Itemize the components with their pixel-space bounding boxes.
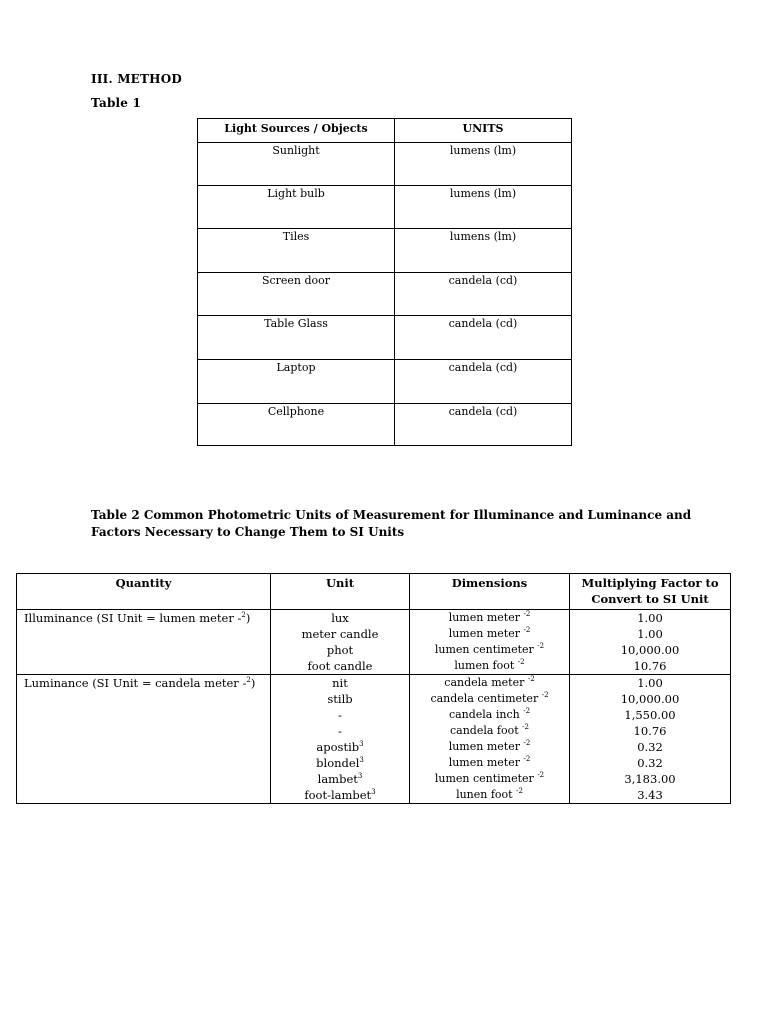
light-source-cell: Table Glass <box>198 316 395 360</box>
unit-cell: lumens (lm) <box>395 229 572 273</box>
dimension-value: lumen centimeter $^{-2}$ <box>434 771 545 785</box>
dimension-superscript: -2 <box>522 723 529 731</box>
dimension-value: lumen meter $^{-2}$ <box>448 626 531 640</box>
table-row <box>198 143 572 186</box>
unit-superscript: 3 <box>371 788 376 796</box>
dimension-superscript: -2 <box>537 771 545 779</box>
light-source-cell: Cellphone <box>198 404 395 446</box>
header-multiplying-factor: Multiplying Factor to Convert to SI Unit <box>570 574 731 610</box>
dimension-value: lumen foot $^{-2}$ <box>454 658 525 672</box>
table-row <box>198 316 572 360</box>
table1-header-row <box>198 119 572 143</box>
table1-caption: Table 1 <box>91 96 142 110</box>
unit-cell: lumens (lm) <box>395 143 572 186</box>
unit-cell <box>271 675 410 804</box>
unit-cell <box>271 610 410 675</box>
dimension-value: lumen centimeter $^{-2}$ <box>434 642 545 656</box>
unit-value: - <box>338 724 342 738</box>
factor-value: 1.00 <box>637 611 663 625</box>
light-source-cell: Light bulb <box>198 186 395 229</box>
unit-cell: candela (cd) <box>395 273 572 316</box>
dimension-value: lumen meter $^{-2}$ <box>448 755 531 769</box>
dimension-superscript: -2 <box>517 658 525 666</box>
factor-value: 0.32 <box>637 740 663 754</box>
unit-value: nit <box>332 676 348 690</box>
unit-value: - <box>338 708 342 722</box>
unit-value: foot candle <box>307 659 373 673</box>
light-sources-table <box>197 118 572 446</box>
factor-value: 0.32 <box>637 756 663 770</box>
dimension-superscript: -2 <box>523 707 531 715</box>
factor-value: 3,183.00 <box>624 772 676 786</box>
table-row-illuminance <box>17 610 731 675</box>
dimension-value: candela inch $^{-2}$ <box>448 707 531 721</box>
light-source-cell: Laptop <box>198 360 395 404</box>
dimension-superscript: -2 <box>527 675 535 683</box>
factor-cell <box>570 610 731 675</box>
table2-caption: Table 2 Common Photometric Units of Measurement for Illuminance and Luminance and Factors Necessary to Change Them to SI Units <box>91 508 692 539</box>
unit-value: meter candle <box>301 627 379 641</box>
factor-value: 1.00 <box>637 676 663 690</box>
factor-value: 10,000.00 <box>620 643 680 657</box>
dimension-value: candela foot $^{-2}$ <box>450 723 529 737</box>
header-unit: Unit <box>271 574 410 610</box>
factor-value: 10,000.00 <box>620 692 680 706</box>
unit-value: phot <box>326 643 354 657</box>
factor-value: 1.00 <box>637 627 663 641</box>
dimensions-cell <box>410 610 570 675</box>
unit-cell: lumens (lm) <box>395 186 572 229</box>
unit-cell: candela (cd) <box>395 316 572 360</box>
quantity-cell: Illuminance (SI Unit = lumen meter -$^2$) <box>17 610 271 675</box>
table-row <box>198 186 572 229</box>
unit-value: lambet$^3$ <box>317 772 363 786</box>
unit-value: blondel$^3$ <box>316 756 364 770</box>
light-source-cell: Screen door <box>198 273 395 316</box>
dimension-superscript: -2 <box>537 642 545 650</box>
quantity-superscript: 2 <box>246 676 251 684</box>
section-heading: III. METHOD <box>91 72 182 86</box>
dimension-superscript: -2 <box>516 787 523 795</box>
dimension-superscript: -2 <box>523 755 531 763</box>
factor-value: 10.76 <box>633 659 667 673</box>
photometric-units-table <box>16 573 731 804</box>
header-quantity: Quantity <box>17 574 271 610</box>
unit-superscript: 3 <box>359 756 364 764</box>
dimension-value: candela centimeter $^{-2}$ <box>430 691 549 705</box>
dimensions-cell <box>410 675 570 804</box>
unit-cell: candela (cd) <box>395 404 572 446</box>
dimension-value: lumen meter $^{-2}$ <box>448 739 531 753</box>
table-row <box>198 273 572 316</box>
dimension-superscript: -2 <box>541 691 549 699</box>
table-row-luminance <box>17 675 731 804</box>
dimension-value: candela meter $^{-2}$ <box>444 675 535 689</box>
factor-cell <box>570 675 731 804</box>
unit-value: stilb <box>327 692 353 706</box>
unit-superscript: 3 <box>359 740 364 748</box>
unit-superscript: 3 <box>357 772 363 780</box>
header-dimensions: Dimensions <box>410 574 570 610</box>
table2-header-row <box>17 574 731 610</box>
table-row <box>198 229 572 273</box>
dimension-superscript: -2 <box>523 626 531 634</box>
table-row <box>198 404 572 446</box>
unit-value: foot-lambet$^3$ <box>304 788 376 802</box>
dimension-superscript: -2 <box>523 739 531 747</box>
quantity-superscript: 2 <box>241 611 246 619</box>
factor-value: 1,550.00 <box>624 708 676 722</box>
dimension-value: lumen meter $^{-2}$ <box>448 610 531 624</box>
dimension-value: lunen foot $^{-2}$ <box>456 787 523 801</box>
unit-value: apostib$^3$ <box>316 740 364 754</box>
factor-value: 10.76 <box>633 724 667 738</box>
dimension-superscript: -2 <box>523 610 531 618</box>
header-light-sources: Light Sources / Objects <box>198 119 395 143</box>
header-units: UNITS <box>395 119 572 143</box>
unit-value: lux <box>331 611 349 625</box>
table-row <box>198 360 572 404</box>
unit-cell: candela (cd) <box>395 360 572 404</box>
light-source-cell: Sunlight <box>198 143 395 186</box>
light-source-cell: Tiles <box>198 229 395 273</box>
quantity-cell: Luminance (SI Unit = candela meter -$^2$) <box>17 675 271 804</box>
factor-value: 3.43 <box>637 788 663 802</box>
